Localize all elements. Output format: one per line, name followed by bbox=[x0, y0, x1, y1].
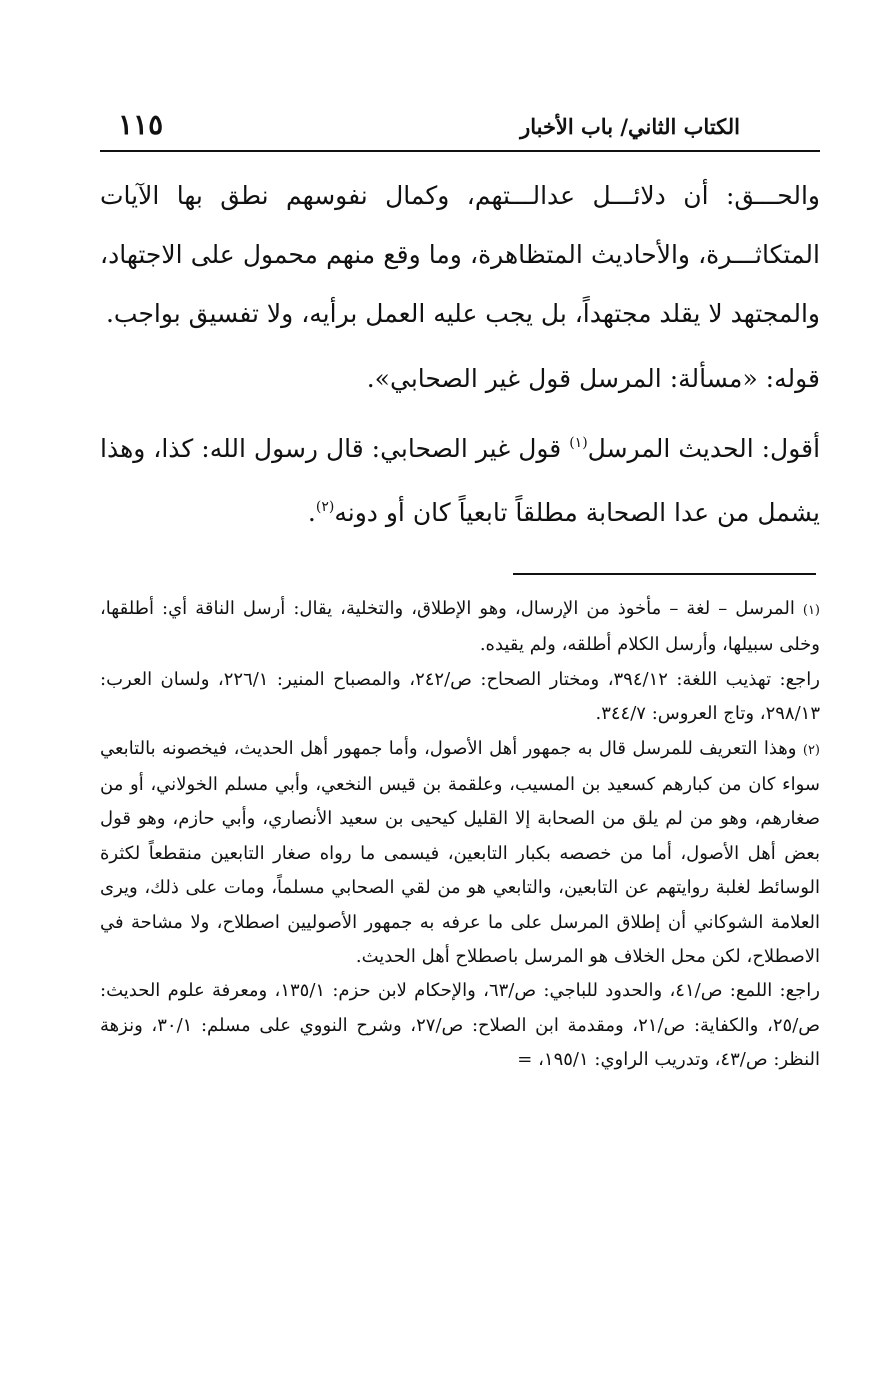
paragraph-text: . bbox=[307, 498, 316, 527]
main-text bbox=[100, 166, 820, 542]
page-header bbox=[100, 108, 820, 152]
paragraph-companions-justice: والحـــق: أن دلائـــل عدالـــتهم، وكمال نفوسهم نطق بها الآيات المتكاثـــرة، والأحاديث المتظاهرة، وما وقع منهم محمول على الاجتهاد، والمجتهد لا يقلد مجتهداً، بل يجب عليه العمل برأيه، ولا تفسيق بواجب. bbox=[100, 181, 820, 328]
footnote-2-marker: (٢) bbox=[802, 742, 820, 758]
footnote-1-references: راجع: تهذيب اللغة: ٣٩٤/١٢، ومختار الصحاح: ص/٢٤٢، والمصباح المنير: ٢٢٦/١، ولسان العرب: ٢٩٨/١٣، وتاج العروس: ٣٤٤/٧. bbox=[100, 668, 820, 725]
footnote-1-marker: (١) bbox=[802, 603, 820, 618]
paragraph-text: أقول: الحديث المرسل bbox=[587, 434, 821, 463]
footnote-ref-1[interactable]: (١) bbox=[569, 435, 588, 451]
running-title: الكتاب الثاني/ باب الأخبار bbox=[520, 114, 740, 139]
page-number: ١١٥ bbox=[118, 108, 164, 141]
footnote-separator bbox=[513, 573, 816, 575]
footnote-ref-2[interactable]: (٢) bbox=[315, 499, 335, 515]
footnote-1 bbox=[100, 592, 820, 663]
footnote-1-text: المرسل – لغة – مأخوذ من الإرسال، وهو الإطلاق، والتخلية، يقال: أرسل الناقة أي: أطلقها، وخلى سبيلها، وأرسل الكلام أطلقه، ولم يقيده. bbox=[100, 598, 820, 656]
paragraph-mursal-definition bbox=[100, 414, 820, 542]
footnote-2-references: راجع: اللمع: ص/٤١، والحدود للباجي: ص/٦٣، والإحكام لابن حزم: ١٣٥/١، ومعرفة علوم الحديث: ص/٢٥، والكفاية: ص/٢١، ومقدمة ابن الصلاح: ص/٢٧، وشرح النووي على مسلم: ٣٠/١، ونزهة النظر: ص/٤٣، وتدريب الراوي: ١٩٥/١، = bbox=[100, 980, 821, 1071]
footnotes bbox=[100, 592, 820, 1078]
footnote-2-text: وهذا التعريف للمرسل قال به جمهور أهل الأصول، وأما جمهور أهل الحديث، فيخصونه بالتابعي سواء كان من كبارهم كسعيد بن المسيب، وعلقمة بن قيس النخعي، وأبي مسلم الخولاني، أو من صغارهم، وهو من لم يلق من الصحابة إلا القليل كيحيى بن سعيد الأنصاري، وأبي حازم، وهو قول بعض أهل الأصول، أما من خصصه بكبار التابعين، فيسمى ما رواه صغار التابعين منقطعاً لكثرة الوسائط لغلبة روايتهم عن التابعين، والتابعي هو من لقي الصحابي مسلماً، ومات على ذلك، ويرى العلامة الشوكاني أن إطلاق المرسل على ما عرفه به جمهور الأصوليين اصطلاح، ولا مشاحة في الاصطلاح، لكن محل الخلاف هو المرسل باصطلاح أهل الحديث. bbox=[100, 737, 820, 968]
paragraph-text: قول غير الصحابي: قال رسول الله: كذا، وهذا يشمل من عدا الصحابة مطلقاً تابعياً كان أو دونه bbox=[100, 434, 820, 527]
paragraph-mursal-issue: قوله: «مسألة: المرسل قول غير الصحابي». bbox=[366, 364, 820, 393]
footnote-2 bbox=[100, 732, 820, 975]
